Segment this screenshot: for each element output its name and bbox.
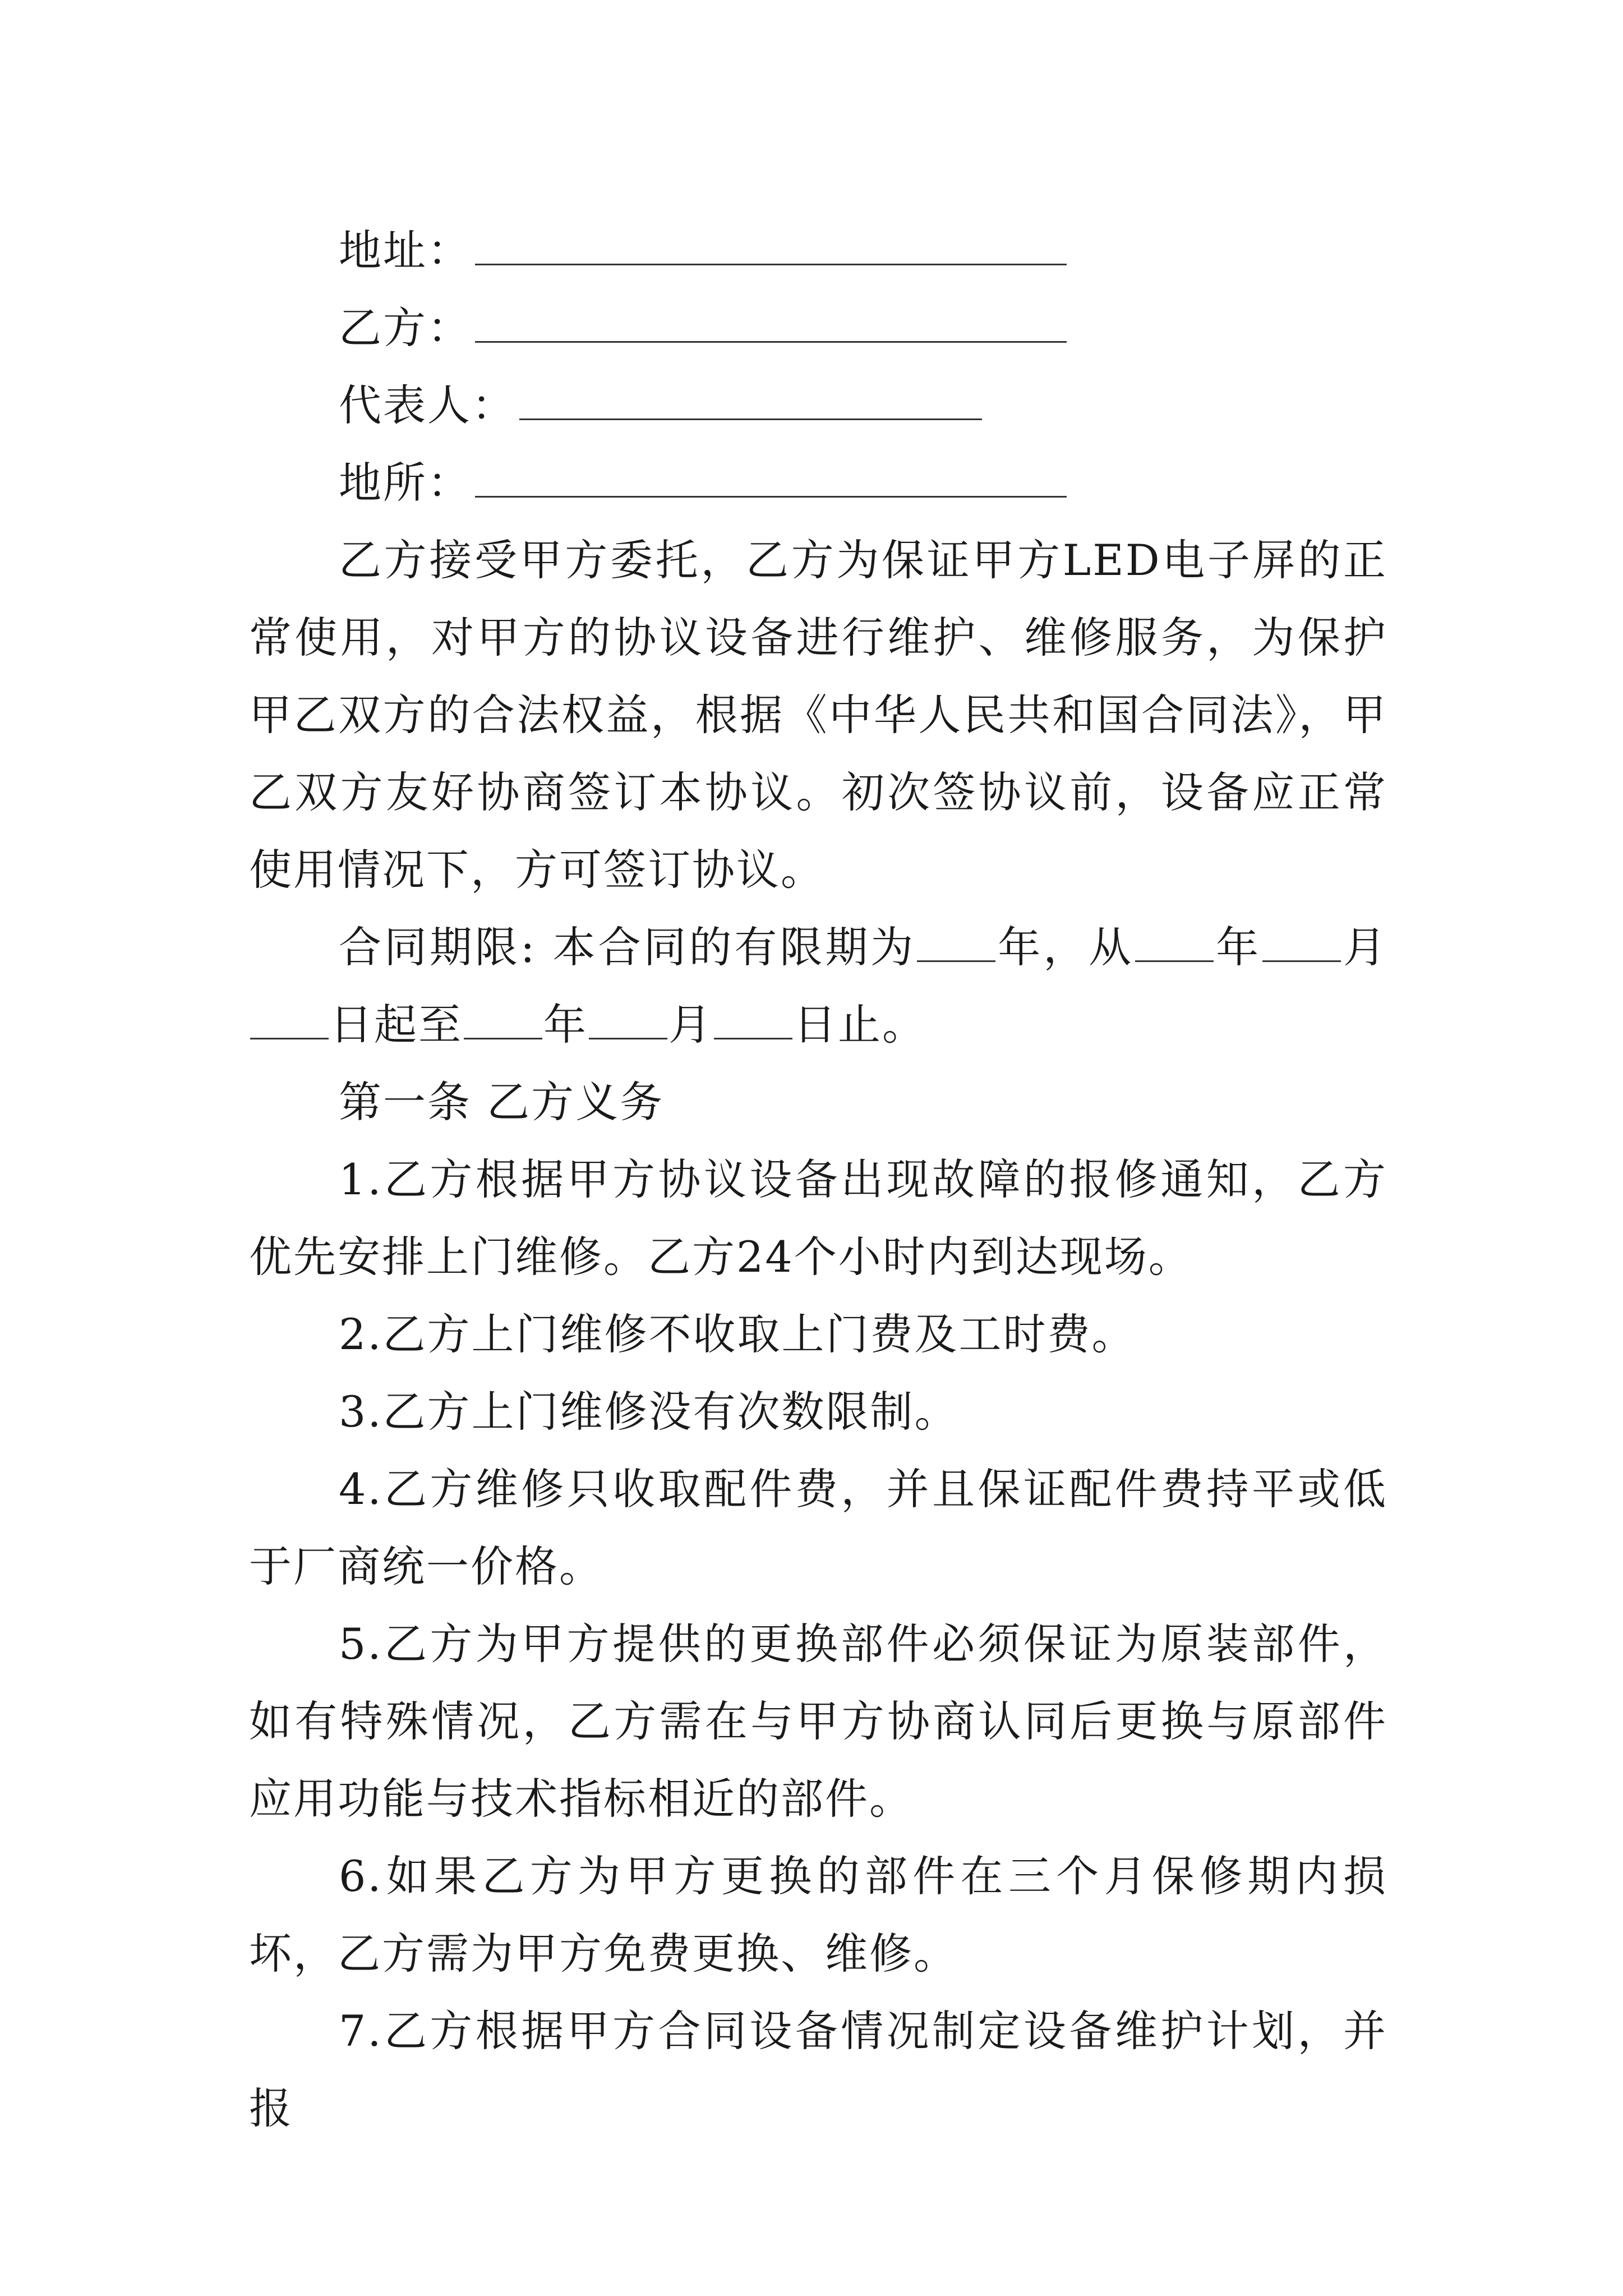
start-year-blank <box>1135 927 1214 962</box>
end-year-blank <box>464 1004 542 1039</box>
location-label: 地所： <box>339 458 472 508</box>
address-field <box>249 212 1387 289</box>
article-1-title: 第一条 乙方义务 <box>339 1077 665 1127</box>
party-b-label: 乙方： <box>339 303 472 353</box>
location-field <box>249 444 1387 522</box>
address-blank <box>475 229 1067 265</box>
party-b-field <box>249 289 1387 367</box>
end-day-blank <box>714 1004 792 1039</box>
location-blank <box>475 461 1067 498</box>
contract-term-paragraph <box>249 909 1387 1064</box>
obligation-item-5: 5.乙方为甲方提供的更换部件必须保证为原装部件，如有特殊情况，乙方需在与甲方协商认同后更换与原部件应用功能与技术指标相近的部件。 <box>249 1619 1387 1824</box>
term-years-blank <box>917 927 995 962</box>
term-day-start: 日起至 <box>330 1000 463 1050</box>
representative-field <box>249 367 1387 444</box>
obligation-item-6: 6.如果乙方为甲方更换的部件在三个月保修期内损坏，乙方需为甲方免费更换、维修。 <box>249 1851 1387 1978</box>
obligation-item-4: 4.乙方维修只收取配件费，并且保证配件费持平或低于厂商统一价格。 <box>249 1464 1387 1591</box>
term-month-end: 月 <box>668 1000 713 1050</box>
term-year-start: 年 <box>1215 922 1262 972</box>
obligation-item-3: 3.乙方上门维修没有次数限制。 <box>339 1387 959 1437</box>
obligation-item-2: 2.乙方上门维修不收取上门费及工时费。 <box>339 1309 1136 1359</box>
representative-blank <box>519 384 982 420</box>
address-label: 地址： <box>339 226 472 275</box>
term-day-end: 日止。 <box>794 1000 926 1050</box>
end-month-blank <box>589 1004 667 1039</box>
obligation-item-7: 7.乙方根据甲方合同设备情况制定设备维护计划，并报 <box>249 2006 1387 2133</box>
term-prefix: 合同期限: 本合同的有限期为 <box>339 922 916 972</box>
party-b-blank <box>475 306 1067 343</box>
representative-label: 代表人： <box>339 380 516 430</box>
intro-paragraph: 乙方接受甲方委托，乙方为保证甲方LED电子屏的正常使用，对甲方的协议设备进行维护、维修服务，为保护甲乙双方的合法权益，根据《中华人民共和国合同法》，甲乙双方友好协商签订本协议。初次签协议前，设备应正常使用情况下，方可签订协议。 <box>249 535 1387 895</box>
term-year-end: 年 <box>543 1000 588 1050</box>
start-month-blank <box>1262 927 1341 962</box>
term-year-from: 年，从 <box>997 922 1135 972</box>
document-body <box>249 212 1387 2147</box>
obligation-item-1: 1.乙方根据甲方协议设备出现故障的报修通知，乙方优先安排上门维修。乙方24个小时内到达现场。 <box>249 1154 1387 1282</box>
start-day-blank <box>250 1004 329 1039</box>
term-month-start: 月 <box>1342 922 1388 972</box>
